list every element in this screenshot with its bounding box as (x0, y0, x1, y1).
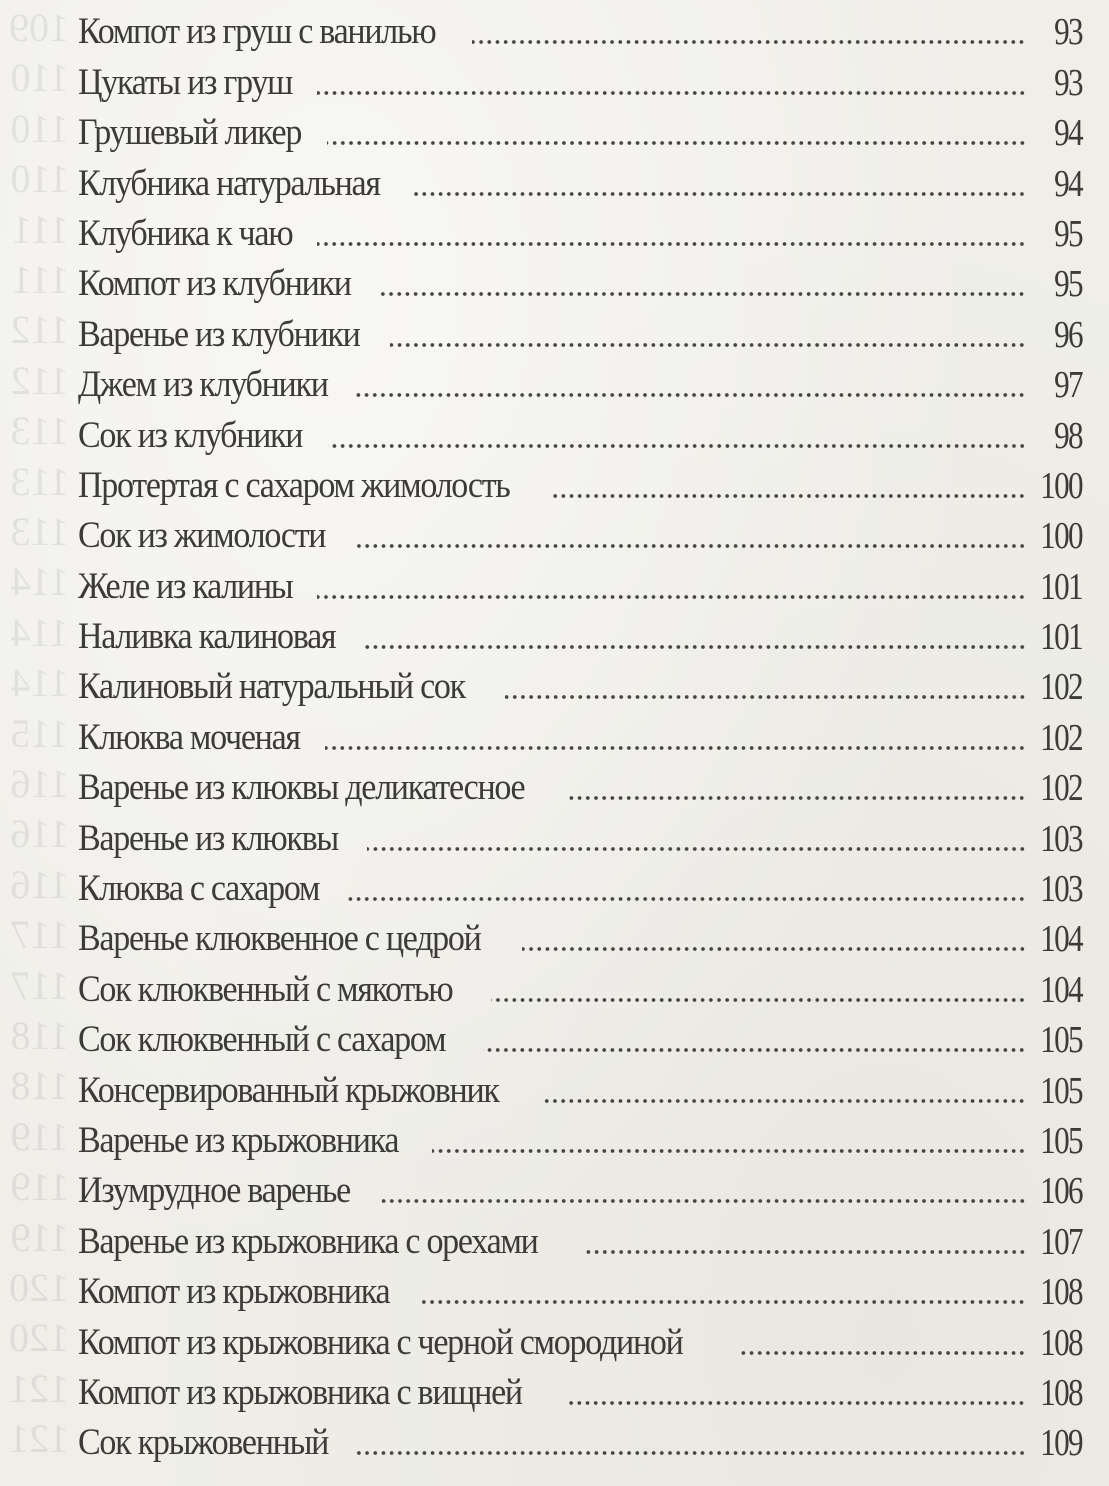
dot-leader (380, 290, 1026, 298)
bleed-page-number: 114 (10, 660, 69, 706)
toc-entry-title: Протертая с сахаром жимолость (78, 464, 510, 506)
toc-entry-title: Джем из клубники (78, 364, 328, 406)
toc-entry-title: Клюква с сахаром (78, 868, 320, 910)
toc-entry (78, 709, 1082, 759)
toc-entry-page-number: 108 (1040, 1271, 1082, 1314)
toc-entry-title: Сок крыжовенный (78, 1422, 329, 1464)
bleed-page-number: 113 (10, 458, 69, 504)
toc-entry-page-number: 105 (1040, 1069, 1082, 1112)
toc-entry-page-number: 105 (1040, 1119, 1082, 1162)
toc-entry-page-number: 102 (1040, 716, 1082, 759)
toc-entry-page-number: 96 (1054, 313, 1082, 356)
dot-leader (367, 845, 1026, 853)
toc-entry (78, 810, 1082, 860)
toc-entry-page-number: 108 (1040, 1321, 1082, 1364)
dot-leader (356, 1449, 1026, 1457)
dot-leader (328, 442, 1026, 450)
bleed-page-number: 110 (10, 105, 69, 151)
toc-entry-title: Варенье из крыжовника (78, 1119, 399, 1161)
bleed-page-number: 113 (10, 408, 69, 454)
dot-leader (355, 391, 1026, 399)
toc-entry (78, 105, 1082, 155)
dot-leader (317, 89, 1026, 97)
toc-entry-page-number: 94 (1054, 112, 1082, 155)
toc-entry-page-number: 108 (1040, 1371, 1082, 1414)
dot-leader (432, 1147, 1026, 1155)
dot-leader (553, 492, 1026, 500)
toc-entry-title: Варенье из клюквы (78, 817, 339, 859)
dot-leader (412, 190, 1026, 198)
toc-entry-title: Сок клюквенный с сахаром (78, 1019, 446, 1061)
dot-leader (522, 945, 1026, 953)
toc-entry-title: Варенье клюквенное с цедрой (78, 918, 481, 960)
dot-leader (422, 1298, 1026, 1306)
dot-leader (346, 895, 1026, 903)
toc-entry-page-number: 102 (1040, 767, 1082, 810)
dot-leader (390, 341, 1026, 349)
dot-leader (325, 744, 1026, 752)
bleed-page-number: 120 (9, 1265, 69, 1310)
toc-entry-title: Изумрудное варенье (78, 1170, 351, 1212)
toc-entry (78, 407, 1082, 457)
toc-entry (78, 659, 1082, 709)
toc-entry (78, 911, 1082, 961)
toc-entry (78, 1113, 1082, 1163)
bleed-page-number: 120 (9, 1315, 69, 1361)
bleed-page-number: 113 (10, 509, 69, 554)
toc-entry-page-number: 107 (1040, 1220, 1082, 1263)
toc-entry-page-number: 101 (1040, 565, 1082, 608)
toc-entry-page-number: 95 (1054, 263, 1082, 306)
toc-entry-page-number: 94 (1054, 162, 1082, 205)
bleed-page-number: 109 (9, 5, 69, 50)
bleed-page-number: 119 (10, 1113, 69, 1159)
bleed-page-number: 112 (10, 357, 69, 403)
toc-entry (78, 306, 1082, 356)
toc-entry-title: Калиновый натуральный сок (78, 666, 465, 708)
dot-leader (566, 1399, 1026, 1407)
bleed-page-number: 116 (10, 761, 69, 806)
dot-leader (380, 1197, 1026, 1205)
toc-entry-page-number: 93 (1054, 11, 1082, 54)
dot-leader (317, 593, 1026, 601)
bleed-page-number: 111 (11, 257, 69, 302)
toc-entry-page-number: 100 (1040, 464, 1082, 507)
toc-entry (78, 508, 1082, 558)
dot-leader (327, 139, 1026, 147)
bleed-page-number: 117 (10, 962, 69, 1008)
toc-entry-title: Клубника натуральная (78, 162, 380, 204)
toc-entry-page-number: 100 (1040, 515, 1082, 558)
toc-entry-title: Клубника к чаю (78, 212, 293, 254)
toc-entry (78, 4, 1082, 54)
dot-leader (505, 693, 1026, 701)
toc-entry-title: Сок из клубники (78, 414, 303, 456)
toc-entry-page-number: 103 (1040, 817, 1082, 860)
toc-entry (78, 54, 1082, 104)
toc-entry (78, 458, 1082, 508)
dot-leader (472, 38, 1026, 46)
toc-entry-title: Клюква моченая (78, 716, 300, 758)
toc-entry-title: Компот из крыжовника (78, 1271, 390, 1313)
toc-entry-page-number: 97 (1054, 364, 1082, 407)
toc-entry-title: Сок из жимолости (78, 515, 326, 557)
toc-entry (78, 760, 1082, 810)
bleed-page-number: 111 (11, 206, 69, 252)
bleed-page-number: 121 (9, 1416, 69, 1462)
bleed-page-number: 114 (10, 609, 69, 655)
dot-leader (483, 1046, 1026, 1054)
toc-entry-page-number: 103 (1040, 868, 1082, 911)
dot-leader (584, 1248, 1026, 1256)
bleed-page-number: 116 (10, 811, 69, 857)
dot-leader (741, 1349, 1026, 1357)
dot-leader (569, 794, 1026, 802)
toc-entry-title: Компот из крыжовника с вищней (78, 1371, 522, 1413)
toc-entry-title: Желе из калины (78, 565, 293, 607)
toc-entry-title: Варенье из клюквы деликатесное (78, 767, 525, 809)
toc-entry (78, 609, 1082, 659)
toc-entry-page-number: 104 (1040, 918, 1082, 961)
toc-entry-title: Наливка калиновая (78, 616, 336, 658)
bleed-page-number: 110 (10, 55, 69, 101)
toc-entry (78, 1012, 1082, 1062)
toc-entry (78, 558, 1082, 608)
toc-entry-title: Компот из крыжовника с черной смородиной (78, 1321, 683, 1363)
dot-leader (491, 996, 1026, 1004)
dot-leader (364, 643, 1026, 651)
toc-entry-title: Компот из клубники (78, 263, 351, 305)
toc-entry-page-number: 95 (1054, 212, 1082, 255)
toc-entry-title: Грушевый ликер (78, 112, 302, 154)
bleed-page-number: 114 (10, 559, 69, 605)
toc-entry-page-number: 106 (1040, 1170, 1082, 1213)
toc-entry-title: Консервированный крыжовник (78, 1069, 499, 1111)
bleed-page-number: 115 (10, 710, 69, 756)
toc-entry-page-number: 109 (1040, 1422, 1082, 1465)
dot-leader (317, 240, 1026, 248)
toc-entry (78, 1415, 1082, 1465)
toc-entry-title: Сок клюквенный с мякотью (78, 968, 453, 1010)
dot-leader (541, 1097, 1026, 1105)
bleed-page-number: 118 (10, 1013, 69, 1058)
toc-entry-page-number: 101 (1040, 616, 1082, 659)
bleed-page-number: 119 (10, 1214, 69, 1260)
bleed-page-number: 117 (10, 912, 69, 958)
toc-entry-title: Варенье из крыжовника с орехами (78, 1220, 538, 1262)
toc-entry-title: Цукаты из груш (78, 61, 293, 103)
bleed-page-number: 118 (10, 1063, 69, 1109)
toc-entry (78, 961, 1082, 1011)
toc-entry (78, 861, 1082, 911)
toc-entry (78, 1365, 1082, 1415)
bleed-page-number: 112 (10, 307, 69, 353)
toc-entry-page-number: 104 (1040, 968, 1082, 1011)
toc-entry-page-number: 93 (1054, 61, 1082, 104)
toc-entry (78, 155, 1082, 205)
toc-entry-page-number: 98 (1054, 414, 1082, 457)
toc-entry (78, 206, 1082, 256)
toc-entry (78, 1264, 1082, 1314)
table-of-contents (78, 4, 1082, 1465)
bleed-page-number: 119 (10, 1164, 69, 1210)
bleed-page-number: 116 (10, 861, 69, 907)
toc-entry-title: Варенье из клубники (78, 313, 360, 355)
toc-entry (78, 357, 1082, 407)
toc-entry-page-number: 105 (1040, 1019, 1082, 1062)
toc-entry (78, 256, 1082, 306)
dot-leader (353, 542, 1026, 550)
toc-entry (78, 1062, 1082, 1112)
toc-entry-title: Компот из груш с ванилью (78, 11, 436, 53)
toc-entry (78, 1314, 1082, 1364)
bleed-page-number: 121 (9, 1365, 69, 1411)
toc-entry (78, 1213, 1082, 1263)
toc-entry (78, 1163, 1082, 1213)
bleed-page-number: 110 (10, 156, 69, 202)
toc-entry-page-number: 102 (1040, 666, 1082, 709)
